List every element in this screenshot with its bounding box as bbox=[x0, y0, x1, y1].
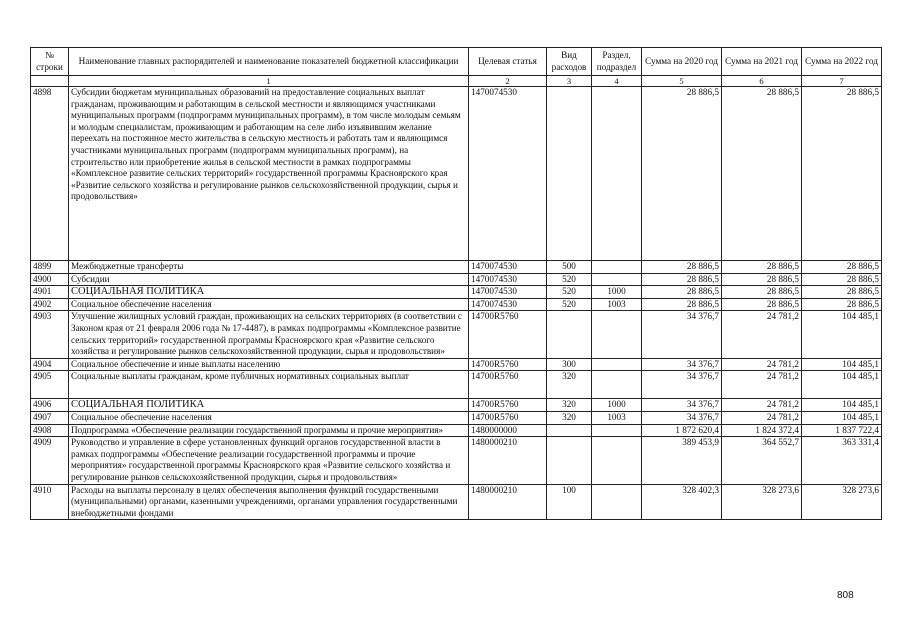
table-row bbox=[31, 298, 882, 311]
row-section bbox=[592, 261, 642, 274]
row-sum-2022: 104 485,1 bbox=[802, 311, 882, 358]
row-sum-2022: 28 886,5 bbox=[802, 87, 882, 261]
row-type: 320 bbox=[547, 399, 592, 412]
row-section: 1000 bbox=[592, 399, 642, 412]
row-type: 500 bbox=[547, 261, 592, 274]
row-sum-2021: 28 886,5 bbox=[722, 273, 802, 286]
index-cell: 3 bbox=[547, 76, 592, 87]
row-sum-2020: 34 376,7 bbox=[642, 311, 722, 358]
row-number: 4899 bbox=[31, 261, 69, 274]
index-cell: 7 bbox=[802, 76, 882, 87]
row-sum-2022: 1 837 722,4 bbox=[802, 424, 882, 437]
header-target-article: Целевая статья bbox=[469, 48, 547, 76]
table-row bbox=[31, 437, 882, 484]
row-number: 4909 bbox=[31, 437, 69, 484]
row-sum-2020: 34 376,7 bbox=[642, 399, 722, 412]
row-section: 1003 bbox=[592, 298, 642, 311]
row-section bbox=[592, 424, 642, 437]
row-section bbox=[592, 87, 642, 261]
row-type: 520 bbox=[547, 286, 592, 299]
row-target: 1470074530 bbox=[469, 273, 547, 286]
row-name: Социальные выплаты гражданам, кроме публичных нормативных социальных выплат bbox=[69, 371, 469, 399]
row-sum-2021: 24 781,2 bbox=[722, 399, 802, 412]
header-name: Наименование главных распорядителей и наименование показателей бюджетной классификации bbox=[69, 48, 469, 76]
row-sum-2020: 34 376,7 bbox=[642, 371, 722, 399]
row-sum-2022: 28 886,5 bbox=[802, 273, 882, 286]
row-name: Субсидии бюджетам муниципальных образований на предоставление социальных выплат гражданам, проживающим и работающим в сельской местности и являющимся участниками муниципальных программ (подпрограмм муниципальных программ), в том числе молодым семьям и молодым специалистам, проживающим и работающим на селе либо изъявившим желание переехать на постоянное место жительства в сельскую местность и работать там и являющимся участниками муниципальных программ (подпрограмм муниципальных программ), на строительство или приобретение жилья в сельской местности в рамках подпрограммы «Комплексное развитие сельских территорий» государственной программы Красноярского края «Развитие сельского хозяйства и регулирование рынков сельскохозяйственной продукции, сырья и продовольствия» bbox=[69, 87, 469, 261]
row-sum-2022: 104 485,1 bbox=[802, 411, 882, 424]
row-target: 1480000000 bbox=[469, 424, 547, 437]
row-section bbox=[592, 371, 642, 399]
table-row bbox=[31, 261, 882, 274]
row-target: 14700R5760 bbox=[469, 371, 547, 399]
row-target: 14700R5760 bbox=[469, 358, 547, 371]
row-section: 1003 bbox=[592, 411, 642, 424]
row-sum-2022: 328 273,6 bbox=[802, 484, 882, 520]
row-sum-2020: 328 402,3 bbox=[642, 484, 722, 520]
index-cell: 2 bbox=[469, 76, 547, 87]
row-section bbox=[592, 311, 642, 358]
row-sum-2021: 24 781,2 bbox=[722, 311, 802, 358]
table-row bbox=[31, 358, 882, 371]
row-name: Социальное обеспечение населения bbox=[69, 298, 469, 311]
row-sum-2022: 28 886,5 bbox=[802, 298, 882, 311]
row-section bbox=[592, 484, 642, 520]
header-section: Раздел, подраздел bbox=[592, 48, 642, 76]
row-number: 4907 bbox=[31, 411, 69, 424]
row-name: Руководство и управление в сфере установленных функций органов государственной власти в рамках подпрограммы «Обеспечение реализации государственной программы и прочие мероприятия» государственной программы Красноярского края «Развитие сельского хозяйства и регулирование рынков сельскохозяйственной продукции, сырья и продовольствия» bbox=[69, 437, 469, 484]
table-row bbox=[31, 371, 882, 399]
row-name: Социальное обеспечение и иные выплаты населению bbox=[69, 358, 469, 371]
table-row bbox=[31, 399, 882, 412]
row-type: 320 bbox=[547, 411, 592, 424]
table-row bbox=[31, 484, 882, 520]
header-row bbox=[31, 48, 882, 76]
header-expense-type: Вид расходов bbox=[547, 48, 592, 76]
header-sum-2020: Сумма на 2020 год bbox=[642, 48, 722, 76]
table-row bbox=[31, 87, 882, 261]
header-sum-2022: Сумма на 2022 год bbox=[802, 48, 882, 76]
row-target: 1470074530 bbox=[469, 261, 547, 274]
row-sum-2022: 28 886,5 bbox=[802, 286, 882, 299]
row-type bbox=[547, 87, 592, 261]
row-number: 4908 bbox=[31, 424, 69, 437]
row-name: СОЦИАЛЬНАЯ ПОЛИТИКА bbox=[69, 286, 469, 299]
row-sum-2020: 34 376,7 bbox=[642, 358, 722, 371]
index-cell: 1 bbox=[69, 76, 469, 87]
page-number: 808 bbox=[837, 590, 854, 601]
row-sum-2022: 363 331,4 bbox=[802, 437, 882, 484]
budget-table-page bbox=[30, 47, 881, 520]
row-name: СОЦИАЛЬНАЯ ПОЛИТИКА bbox=[69, 399, 469, 412]
row-target: 14700R5760 bbox=[469, 411, 547, 424]
row-sum-2021: 28 886,5 bbox=[722, 298, 802, 311]
row-type: 520 bbox=[547, 298, 592, 311]
table-row bbox=[31, 424, 882, 437]
row-target: 1470074530 bbox=[469, 87, 547, 261]
row-type bbox=[547, 437, 592, 484]
row-sum-2021: 328 273,6 bbox=[722, 484, 802, 520]
row-sum-2021: 1 824 372,4 bbox=[722, 424, 802, 437]
table-row bbox=[31, 411, 882, 424]
row-type: 100 bbox=[547, 484, 592, 520]
row-sum-2021: 24 781,2 bbox=[722, 371, 802, 399]
row-sum-2022: 104 485,1 bbox=[802, 399, 882, 412]
index-cell: 6 bbox=[722, 76, 802, 87]
index-cell: 5 bbox=[642, 76, 722, 87]
row-sum-2020: 34 376,7 bbox=[642, 411, 722, 424]
row-number: 4903 bbox=[31, 311, 69, 358]
row-sum-2022: 104 485,1 bbox=[802, 371, 882, 399]
row-name: Социальное обеспечение населения bbox=[69, 411, 469, 424]
index-cell: 4 bbox=[592, 76, 642, 87]
row-target: 1480000210 bbox=[469, 437, 547, 484]
table-row bbox=[31, 286, 882, 299]
row-sum-2022: 28 886,5 bbox=[802, 261, 882, 274]
row-sum-2020: 28 886,5 bbox=[642, 87, 722, 261]
row-name: Межбюджетные трансферты bbox=[69, 261, 469, 274]
row-number: 4901 bbox=[31, 286, 69, 299]
index-cell bbox=[31, 76, 69, 87]
header-sum-2021: Сумма на 2021 год bbox=[722, 48, 802, 76]
row-section bbox=[592, 437, 642, 484]
row-number: 4904 bbox=[31, 358, 69, 371]
row-sum-2021: 28 886,5 bbox=[722, 261, 802, 274]
column-index-row bbox=[31, 76, 882, 87]
row-number: 4898 bbox=[31, 87, 69, 261]
row-type: 520 bbox=[547, 273, 592, 286]
row-sum-2020: 28 886,5 bbox=[642, 261, 722, 274]
row-section: 1000 bbox=[592, 286, 642, 299]
row-number: 4910 bbox=[31, 484, 69, 520]
row-number: 4905 bbox=[31, 371, 69, 399]
row-name: Субсидии bbox=[69, 273, 469, 286]
row-sum-2020: 28 886,5 bbox=[642, 298, 722, 311]
row-sum-2020: 389 453,9 bbox=[642, 437, 722, 484]
row-sum-2021: 364 552,7 bbox=[722, 437, 802, 484]
header-row-number: № строки bbox=[31, 48, 69, 76]
table-row bbox=[31, 273, 882, 286]
row-sum-2021: 24 781,2 bbox=[722, 411, 802, 424]
row-number: 4906 bbox=[31, 399, 69, 412]
row-name: Улучшение жилищных условий граждан, проживающих на сельских территориях (в соответствии с Законом края от 21 февраля 2006 года № 17-4487), в рамках подпрограммы «Комплексное развитие сельских территорий» государственной программы Красноярского края «Развитие сельского хозяйства и регулирование рынков сельскохозяйственной продукции, сырья и продовольствия» bbox=[69, 311, 469, 358]
table-row bbox=[31, 311, 882, 358]
row-sum-2020: 28 886,5 bbox=[642, 286, 722, 299]
row-number: 4900 bbox=[31, 273, 69, 286]
row-target: 14700R5760 bbox=[469, 399, 547, 412]
row-target: 1470074530 bbox=[469, 298, 547, 311]
row-sum-2020: 1 872 620,4 bbox=[642, 424, 722, 437]
row-target: 1470074530 bbox=[469, 286, 547, 299]
budget-table bbox=[30, 47, 882, 520]
row-name: Подпрограмма «Обеспечение реализации государственной программы и прочие мероприятия» bbox=[69, 424, 469, 437]
row-sum-2021: 28 886,5 bbox=[722, 286, 802, 299]
row-sum-2020: 28 886,5 bbox=[642, 273, 722, 286]
row-sum-2021: 24 781,2 bbox=[722, 358, 802, 371]
row-section bbox=[592, 273, 642, 286]
row-type bbox=[547, 311, 592, 358]
row-name: Расходы на выплаты персоналу в целях обеспечения выполнения функций государственными (муниципальными) органами, казенными учреждениями, органами управления государственными внебюджетными фондами bbox=[69, 484, 469, 520]
row-target: 1480000210 bbox=[469, 484, 547, 520]
row-type: 300 bbox=[547, 358, 592, 371]
row-sum-2021: 28 886,5 bbox=[722, 87, 802, 261]
row-target: 14700R5760 bbox=[469, 311, 547, 358]
row-sum-2022: 104 485,1 bbox=[802, 358, 882, 371]
row-section bbox=[592, 358, 642, 371]
row-type bbox=[547, 424, 592, 437]
row-number: 4902 bbox=[31, 298, 69, 311]
row-type: 320 bbox=[547, 371, 592, 399]
